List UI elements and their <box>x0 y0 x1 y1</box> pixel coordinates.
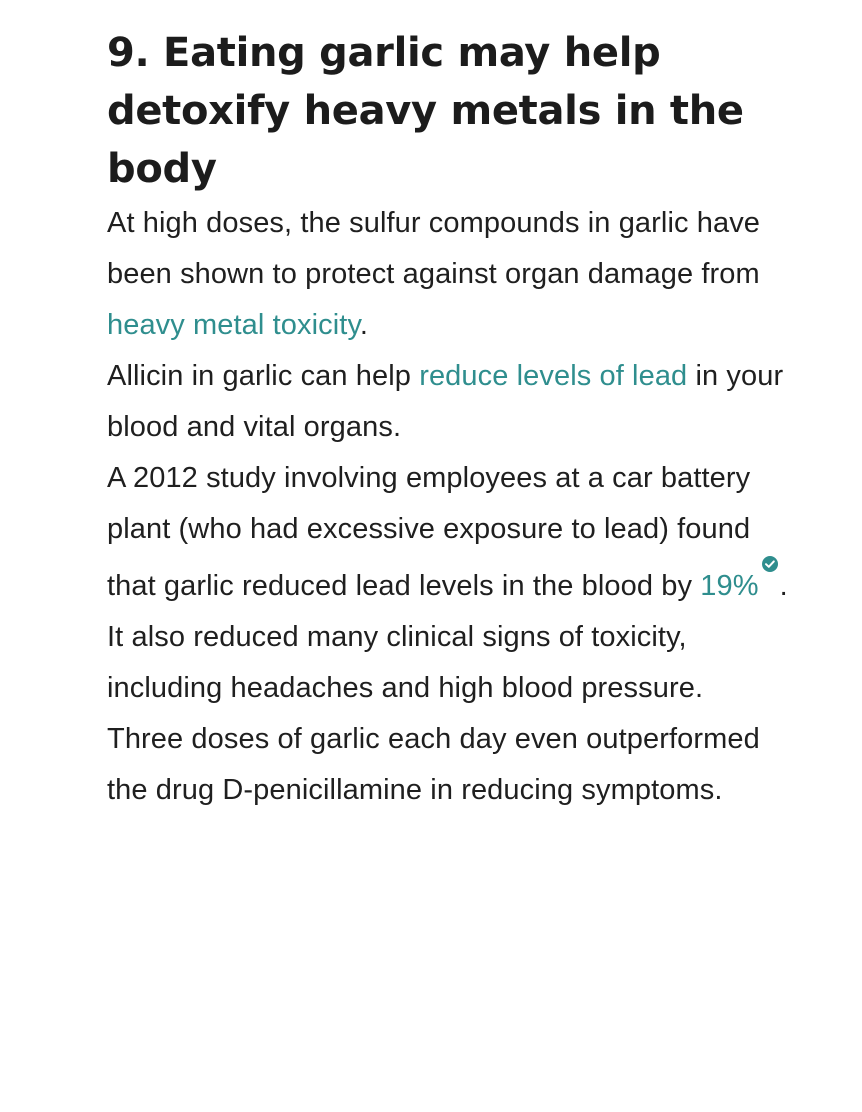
paragraph-three-doses: Three doses of garlic each day even outperformed the drug D-penicillamine in reducing symptoms. <box>107 723 760 806</box>
article-section <box>107 24 797 816</box>
section-heading: 9. Eating garlic may help detoxify heavy metals in the body <box>107 30 744 192</box>
heavy-metal-toxicity-link[interactable]: heavy metal toxicity <box>107 309 360 341</box>
paragraph-text: . It also reduced many clinical signs of toxicity, including headaches and high blood pressure. <box>107 570 788 704</box>
paragraph-text: Allicin in garlic can help <box>107 360 420 392</box>
paragraph-text: . <box>359 309 369 341</box>
paragraph-text: A 2012 study involving employees at a car battery plant (who had excessive exposure to lead) found that garlic reduced lead levels in the blood by <box>107 462 751 602</box>
paragraph-allicin <box>107 351 797 453</box>
study-19-percent-link[interactable]: 19% <box>700 570 759 602</box>
paragraph-organ-damage <box>107 198 797 351</box>
paragraph-2012-study <box>107 453 797 714</box>
verified-check-icon[interactable] <box>761 555 779 573</box>
reduce-lead-levels-link[interactable]: reduce levels of lead <box>419 360 688 392</box>
paragraph-text: At high doses, the sulfur compounds in garlic have been shown to protect against organ damage from <box>107 207 761 290</box>
paragraph-text: in your blood and vital organs. <box>107 360 784 443</box>
